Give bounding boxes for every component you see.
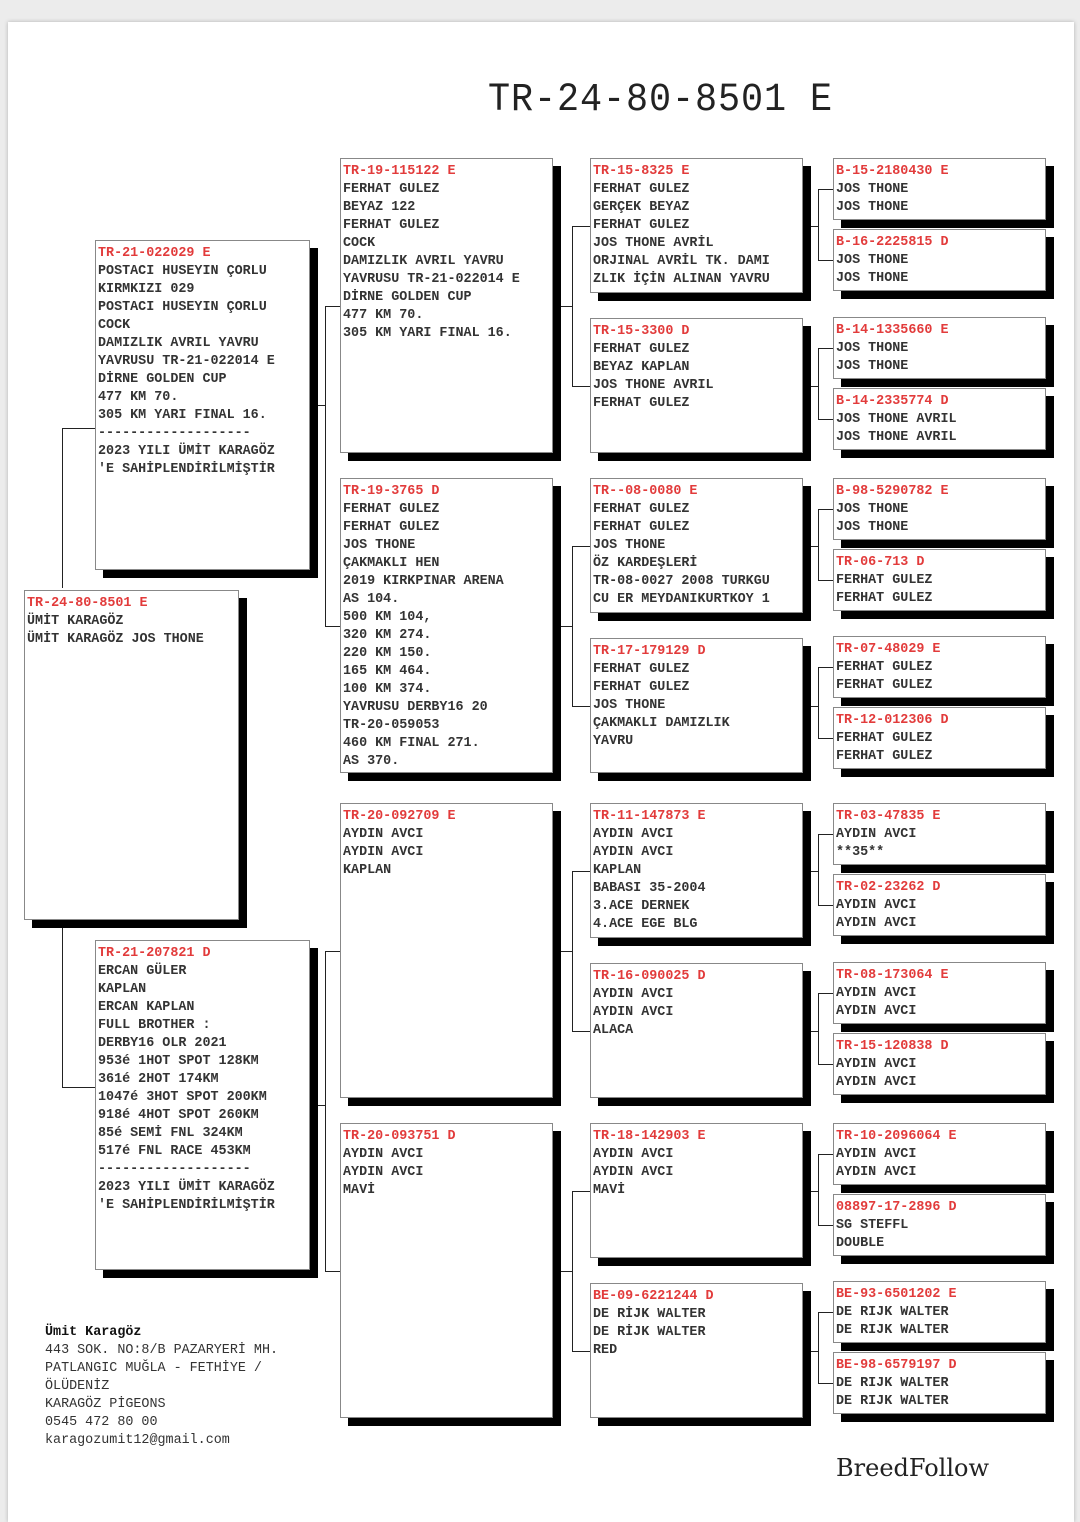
connector-line bbox=[818, 1312, 819, 1383]
bird-info-line: DE RİJK WALTER bbox=[593, 1325, 706, 1340]
bird-info-line: FERHAT GULEZ bbox=[343, 218, 440, 233]
bird-info-line: 3.ACE DERNEK bbox=[593, 899, 690, 914]
great-great-grandparent-card[interactable] bbox=[833, 1194, 1046, 1256]
grandparent-card[interactable] bbox=[340, 1123, 553, 1418]
bird-info-line: AYDIN AVCI bbox=[343, 827, 424, 842]
bird-info-line: FERHAT GULEZ bbox=[593, 218, 690, 233]
bird-info-line: AYDIN AVCI bbox=[836, 1057, 917, 1072]
bird-info-line: COCK bbox=[343, 236, 376, 251]
ring-number: TR-24-80-8501 E bbox=[27, 596, 148, 611]
connector-line bbox=[818, 1064, 833, 1065]
connector-line bbox=[572, 226, 573, 386]
bird-info-line: 2023 YILI ÜMİT KARAGÖZ bbox=[98, 1180, 275, 1195]
bird-info-line: FERHAT GULEZ bbox=[593, 396, 690, 411]
contact-email[interactable]: karagozumit12@gmail.com bbox=[45, 1433, 230, 1448]
great-great-grandparent-card[interactable] bbox=[833, 874, 1046, 936]
connector-line bbox=[818, 1225, 833, 1226]
bird-info-line: JOS THONE AVRİL bbox=[593, 236, 714, 251]
bird-info-line: COCK bbox=[98, 318, 131, 333]
bird-info-line: DE RIJK WALTER bbox=[836, 1305, 949, 1320]
connector-line bbox=[572, 226, 590, 227]
bird-info-line: KAPLAN bbox=[343, 863, 392, 878]
bird-info-line: KAPLAN bbox=[98, 982, 147, 997]
ring-number: TR-03-47835 E bbox=[836, 809, 941, 824]
great-great-grandparent-card[interactable] bbox=[833, 317, 1046, 379]
ring-number: TR-18-142903 E bbox=[593, 1129, 706, 1144]
great-great-grandparent-card[interactable] bbox=[833, 388, 1046, 450]
bird-info-line: ÇAKMAKLI DAMIZLIK bbox=[593, 716, 730, 731]
connector-line bbox=[818, 905, 833, 906]
connector-line bbox=[818, 667, 833, 668]
grandparent-card[interactable] bbox=[340, 478, 553, 773]
bird-info-line: FERHAT GULEZ bbox=[836, 731, 933, 746]
bird-info-line: 460 KM FINAL 271. bbox=[343, 736, 480, 751]
connector-line bbox=[572, 546, 590, 547]
bird-info-line: YAVRUSU DERBY16 20 bbox=[343, 700, 488, 715]
bird-info-line: DİRNE GOLDEN CUP bbox=[343, 290, 472, 305]
bird-info-line: 165 KM 464. bbox=[343, 664, 432, 679]
bird-info-line: 517é FNL RACE 453KM bbox=[98, 1144, 251, 1159]
breeder-name: Ümit Karagöz bbox=[45, 1325, 142, 1340]
connector-line bbox=[553, 1271, 572, 1272]
bird-info-line: 477 KM 70. bbox=[343, 308, 424, 323]
bird-info-line: 953é 1HOT SPOT 128KM bbox=[98, 1054, 259, 1069]
connector-line bbox=[803, 1191, 818, 1192]
brand-logo: BreedFollow bbox=[836, 1454, 990, 1482]
bird-info-line: AYDIN AVCI bbox=[343, 1147, 424, 1162]
bird-info-line: FERHAT GULEZ bbox=[593, 520, 690, 535]
bird-info-line: AYDIN AVCI bbox=[836, 827, 917, 842]
bird-info-line: AS 370. bbox=[343, 754, 400, 769]
bird-info-line: 4.ACE EGE BLG bbox=[593, 917, 698, 932]
great-great-grandparent-card[interactable] bbox=[833, 636, 1046, 698]
bird-info-line: FERHAT GULEZ bbox=[836, 660, 933, 675]
breeder-contact bbox=[45, 1324, 278, 1450]
bird-info-line: FERHAT GULEZ bbox=[343, 520, 440, 535]
connector-line bbox=[325, 951, 340, 952]
connector-line bbox=[325, 1271, 340, 1272]
bird-info-line: AYDIN AVCI bbox=[836, 1165, 917, 1180]
ring-number: BE-98-6579197 D bbox=[836, 1358, 957, 1373]
connector-line bbox=[553, 306, 572, 307]
connector-line bbox=[818, 993, 833, 994]
great-great-grandparent-card[interactable] bbox=[833, 229, 1046, 291]
bird-info-line: ALACA bbox=[593, 1023, 634, 1038]
connector-line bbox=[62, 428, 95, 429]
connector-line bbox=[818, 834, 833, 835]
connector-line bbox=[572, 546, 573, 706]
bird-info-line: DE RIJK WALTER bbox=[836, 1323, 949, 1338]
bird-info-line: JOS THONE bbox=[836, 520, 909, 535]
bird-info-line: AYDIN AVCI bbox=[593, 987, 674, 1002]
great-grandparent-card[interactable] bbox=[590, 1123, 803, 1258]
bird-info-line: AYDIN AVCI bbox=[593, 1005, 674, 1020]
bird-info-line: JOS THONE bbox=[343, 538, 416, 553]
bird-info-line: FERHAT GULEZ bbox=[836, 678, 933, 693]
great-great-grandparent-card[interactable] bbox=[833, 549, 1046, 611]
great-great-grandparent-card[interactable] bbox=[833, 803, 1046, 865]
ring-number: B-14-2335774 D bbox=[836, 394, 949, 409]
ring-number: TR-02-23262 D bbox=[836, 880, 941, 895]
bird-info-line: FERHAT GULEZ bbox=[593, 342, 690, 357]
bird-info-line: 85é SEMİ FNL 324KM bbox=[98, 1126, 243, 1141]
bird-info-line: DE RIJK WALTER bbox=[836, 1376, 949, 1391]
ring-number: TR-21-022029 E bbox=[98, 246, 211, 261]
great-grandparent-card[interactable] bbox=[590, 963, 803, 1098]
bird-info-line: ÜMİT KARAGÖZ bbox=[27, 614, 124, 629]
connector-line bbox=[62, 925, 63, 1087]
bird-info-line: JOS THONE bbox=[836, 341, 909, 356]
connector-line bbox=[803, 706, 818, 707]
ring-number: TR-20-092709 E bbox=[343, 809, 456, 824]
subject-bird-card[interactable] bbox=[24, 590, 239, 920]
bird-info-line: AYDIN AVCI bbox=[836, 1147, 917, 1162]
bird-info-line: DAMIZLIK AVRIL YAVRU bbox=[343, 254, 504, 269]
bird-info-line: 'E SAHİPLENDİRİLMİŞTİR bbox=[98, 462, 275, 477]
connector-line bbox=[310, 1105, 325, 1106]
bird-info-line: **35** bbox=[836, 845, 885, 860]
ring-number: TR-07-48029 E bbox=[836, 642, 941, 657]
great-great-grandparent-card[interactable] bbox=[833, 478, 1046, 540]
connector-line bbox=[818, 667, 819, 738]
ring-number: TR-21-207821 D bbox=[98, 946, 211, 961]
bird-info-line: FERHAT GULEZ bbox=[593, 502, 690, 517]
sire-card[interactable] bbox=[95, 240, 310, 570]
bird-info-line: DOUBLE bbox=[836, 1236, 885, 1251]
connector-line bbox=[818, 1383, 833, 1384]
connector-line bbox=[803, 1351, 818, 1352]
bird-info-line: JOS THONE bbox=[836, 253, 909, 268]
bird-info-line: JOS THONE AVRIL bbox=[836, 412, 957, 427]
contact-address-2: PATLANGIC MUĞLA - FETHİYE / bbox=[45, 1361, 262, 1376]
connector-line bbox=[818, 348, 833, 349]
bird-info-line: AYDIN AVCI bbox=[593, 1147, 674, 1162]
bird-info-line: FERHAT GULEZ bbox=[836, 749, 933, 764]
ring-number: TR-17-179129 D bbox=[593, 644, 706, 659]
bird-info-line: ÇAKMAKLI HEN bbox=[343, 556, 440, 571]
bird-info-line: DE RIJK WALTER bbox=[836, 1394, 949, 1409]
great-great-grandparent-card[interactable] bbox=[833, 962, 1046, 1024]
bird-info-line: JOS THONE bbox=[836, 182, 909, 197]
ring-number: TR-16-090025 D bbox=[593, 969, 706, 984]
bird-info-line: AYDIN AVCI bbox=[593, 1165, 674, 1180]
bird-info-line: FERHAT GULEZ bbox=[343, 182, 440, 197]
bird-info-line: AYDIN AVCI bbox=[836, 1004, 917, 1019]
bird-info-line: FULL BROTHER : bbox=[98, 1018, 211, 1033]
bird-info-line: AYDIN AVCI bbox=[593, 845, 674, 860]
bird-info-line: YAVRU bbox=[593, 734, 634, 749]
connector-line bbox=[553, 626, 572, 627]
connector-line bbox=[818, 419, 833, 420]
bird-info-line: JOS THONE bbox=[593, 538, 666, 553]
connector-line bbox=[553, 951, 572, 952]
great-grandparent-card[interactable] bbox=[590, 318, 803, 453]
contact-address-1: 443 SOK. NO:8/B PAZARYERİ MH. bbox=[45, 1343, 279, 1358]
connector-line bbox=[572, 386, 590, 387]
dam-card[interactable] bbox=[95, 940, 310, 1270]
bird-info-line: ------------------- bbox=[98, 1162, 251, 1177]
connector-line bbox=[818, 189, 819, 260]
bird-info-line: CU ER MEYDANIKURTKOY 1 bbox=[593, 592, 770, 607]
bird-info-line: RED bbox=[593, 1343, 618, 1358]
bird-info-line: AYDIN AVCI bbox=[343, 845, 424, 860]
bird-info-line: AS 104. bbox=[343, 592, 400, 607]
bird-info-line: FERHAT GULEZ bbox=[593, 182, 690, 197]
connector-line bbox=[818, 509, 819, 580]
bird-info-line: ERCAN GÜLER bbox=[98, 964, 187, 979]
ring-number: B-14-1335660 E bbox=[836, 323, 949, 338]
connector-line bbox=[818, 738, 833, 739]
bird-info-line: AYDIN AVCI bbox=[343, 1165, 424, 1180]
great-great-grandparent-card[interactable] bbox=[833, 1123, 1046, 1185]
bird-info-line: YAVRUSU TR-21-022014 E bbox=[343, 272, 520, 287]
bird-info-line: BEYAZ KAPLAN bbox=[593, 360, 690, 375]
ring-number: 08897-17-2896 D bbox=[836, 1200, 957, 1215]
great-great-grandparent-card[interactable] bbox=[833, 1281, 1046, 1343]
bird-info-line: ÖZ KARDEŞLERİ bbox=[593, 556, 698, 571]
connector-line bbox=[818, 993, 819, 1064]
bird-info-line: 100 KM 374. bbox=[343, 682, 432, 697]
ring-number: TR-15-3300 D bbox=[593, 324, 690, 339]
ring-number: TR-19-3765 D bbox=[343, 484, 440, 499]
ring-number: TR-08-173064 E bbox=[836, 968, 949, 983]
connector-line bbox=[803, 226, 818, 227]
bird-info-line: FERHAT GULEZ bbox=[836, 591, 933, 606]
bird-info-line: JOS THONE bbox=[836, 502, 909, 517]
great-great-grandparent-card[interactable] bbox=[833, 1033, 1046, 1095]
connector-line bbox=[818, 509, 833, 510]
connector-line bbox=[572, 1031, 590, 1032]
connector-line bbox=[325, 951, 326, 1271]
connector-line bbox=[62, 1087, 95, 1088]
connector-line bbox=[572, 871, 590, 872]
bird-info-line: DAMIZLIK AVRIL YAVRU bbox=[98, 336, 259, 351]
bird-info-line: FERHAT GULEZ bbox=[343, 502, 440, 517]
ring-number: TR-12-012306 D bbox=[836, 713, 949, 728]
connector-line bbox=[818, 189, 833, 190]
bird-info-line: 220 KM 150. bbox=[343, 646, 432, 661]
bird-info-line: JOS THONE bbox=[593, 698, 666, 713]
bird-info-line: GERÇEK BEYAZ bbox=[593, 200, 690, 215]
ring-number: TR-06-713 D bbox=[836, 555, 925, 570]
connector-line bbox=[803, 871, 818, 872]
great-great-grandparent-card[interactable] bbox=[833, 707, 1046, 769]
connector-line bbox=[818, 260, 833, 261]
bird-info-line: 2023 YILI ÜMİT KARAGÖZ bbox=[98, 444, 275, 459]
connector-line bbox=[818, 834, 819, 905]
bird-info-line: AYDIN AVCI bbox=[836, 898, 917, 913]
bird-info-line: SG STEFFL bbox=[836, 1218, 909, 1233]
ring-number: B-98-5290782 E bbox=[836, 484, 949, 499]
bird-info-line: 361é 2HOT 174KM bbox=[98, 1072, 219, 1087]
great-great-grandparent-card[interactable] bbox=[833, 1352, 1046, 1414]
bird-info-line: AYDIN AVCI bbox=[836, 986, 917, 1001]
ring-number: TR--08-0080 E bbox=[593, 484, 698, 499]
great-great-grandparent-card[interactable] bbox=[833, 158, 1046, 220]
bird-info-line: MAVİ bbox=[593, 1183, 626, 1198]
bird-info-line: ORJINAL AVRİL TK. DAMI bbox=[593, 254, 770, 269]
grandparent-card[interactable] bbox=[340, 803, 553, 1098]
connector-line bbox=[310, 405, 325, 406]
connector-line bbox=[803, 1031, 818, 1032]
bird-info-line: FERHAT GULEZ bbox=[593, 680, 690, 695]
bird-info-line: BABASI 35-2004 bbox=[593, 881, 706, 896]
connector-line bbox=[572, 1191, 573, 1351]
bird-info-line: 305 KM YARI FINAL 16. bbox=[343, 326, 512, 341]
connector-line bbox=[572, 1191, 590, 1192]
connector-line bbox=[803, 386, 818, 387]
bird-info-line: AYDIN AVCI bbox=[593, 827, 674, 842]
ring-number: TR-20-093751 D bbox=[343, 1129, 456, 1144]
ring-number: TR-10-2096064 E bbox=[836, 1129, 957, 1144]
bird-info-line: ÜMİT KARAGÖZ JOS THONE bbox=[27, 632, 204, 647]
bird-info-line: 320 KM 274. bbox=[343, 628, 432, 643]
bird-info-line: BEYAZ 122 bbox=[343, 200, 416, 215]
bird-info-line: 1047é 3HOT SPOT 200KM bbox=[98, 1090, 267, 1105]
great-grandparent-card[interactable] bbox=[590, 803, 803, 938]
ring-number: B-15-2180430 E bbox=[836, 164, 949, 179]
bird-info-line: ------------------- bbox=[98, 426, 251, 441]
connector-line bbox=[818, 580, 833, 581]
ring-number: TR-15-120838 D bbox=[836, 1039, 949, 1054]
bird-info-line: ERCAN KAPLAN bbox=[98, 1000, 195, 1015]
bird-info-line: JOS THONE bbox=[836, 200, 909, 215]
connector-line bbox=[818, 1154, 833, 1155]
bird-info-line: 'E SAHİPLENDİRİLMİŞTİR bbox=[98, 1198, 275, 1213]
bird-info-line: DİRNE GOLDEN CUP bbox=[98, 372, 227, 387]
bird-info-line: FERHAT GULEZ bbox=[836, 573, 933, 588]
ring-number: B-16-2225815 D bbox=[836, 235, 949, 250]
great-grandparent-card[interactable] bbox=[590, 158, 803, 293]
bird-info-line: AYDIN AVCI bbox=[836, 1075, 917, 1090]
great-grandparent-card[interactable] bbox=[590, 1283, 803, 1418]
bird-info-line: DERBY16 OLR 2021 bbox=[98, 1036, 227, 1051]
page-title: TR-24-80-8501 E bbox=[488, 78, 834, 123]
bird-info-line: 918é 4HOT SPOT 260KM bbox=[98, 1108, 259, 1123]
bird-info-line: KAPLAN bbox=[593, 863, 642, 878]
ring-number: TR-19-115122 E bbox=[343, 164, 456, 179]
bird-info-line: 477 KM 70. bbox=[98, 390, 179, 405]
bird-info-line: JOS THONE bbox=[836, 271, 909, 286]
connector-line bbox=[62, 428, 63, 588]
ring-number: TR-11-147873 E bbox=[593, 809, 706, 824]
contact-loft-name: KARAGÖZ PİGEONS bbox=[45, 1397, 166, 1412]
ring-number: BE-93-6501202 E bbox=[836, 1287, 957, 1302]
bird-info-line: TR-20-059053 bbox=[343, 718, 440, 733]
bird-info-line: 305 KM YARI FINAL 16. bbox=[98, 408, 267, 423]
great-grandparent-card[interactable] bbox=[590, 638, 803, 773]
grandparent-card[interactable] bbox=[340, 158, 553, 453]
contact-address-3: ÖLÜDENİZ bbox=[45, 1379, 110, 1394]
great-grandparent-card[interactable] bbox=[590, 478, 803, 613]
bird-info-line: KIRMKIZI 029 bbox=[98, 282, 195, 297]
bird-info-line: AYDIN AVCI bbox=[836, 916, 917, 931]
bird-info-line: TR-08-0027 2008 TURKGU bbox=[593, 574, 770, 589]
connector-line bbox=[325, 626, 340, 627]
connector-line bbox=[325, 306, 340, 307]
connector-line bbox=[572, 1351, 590, 1352]
ring-number: BE-09-6221244 D bbox=[593, 1289, 714, 1304]
ring-number: TR-15-8325 E bbox=[593, 164, 690, 179]
connector-line bbox=[818, 1154, 819, 1225]
bird-info-line: FERHAT GULEZ bbox=[593, 662, 690, 677]
bird-info-line: POSTACI HUSEYIN ÇORLU bbox=[98, 300, 267, 315]
connector-line bbox=[572, 706, 590, 707]
bird-info-line: 2019 KIRKPINAR ARENA bbox=[343, 574, 504, 589]
bird-info-line: YAVRUSU TR-21-022014 E bbox=[98, 354, 275, 369]
bird-info-line: ZLIK İÇİN ALINAN YAVRU bbox=[593, 272, 770, 287]
bird-info-line: MAVİ bbox=[343, 1183, 376, 1198]
connector-line bbox=[325, 306, 326, 626]
connector-line bbox=[818, 1312, 833, 1313]
connector-line bbox=[572, 871, 573, 1031]
bird-info-line: JOS THONE AVRIL bbox=[836, 430, 957, 445]
bird-info-line: DE RİJK WALTER bbox=[593, 1307, 706, 1322]
bird-info-line: JOS THONE AVRIL bbox=[593, 378, 714, 393]
contact-phone: 0545 472 80 00 bbox=[45, 1415, 158, 1430]
bird-info-line: 500 KM 104, bbox=[343, 610, 432, 625]
connector-line bbox=[818, 348, 819, 419]
connector-line bbox=[803, 546, 818, 547]
bird-info-line: POSTACI HUSEYIN ÇORLU bbox=[98, 264, 267, 279]
bird-info-line: JOS THONE bbox=[836, 359, 909, 374]
